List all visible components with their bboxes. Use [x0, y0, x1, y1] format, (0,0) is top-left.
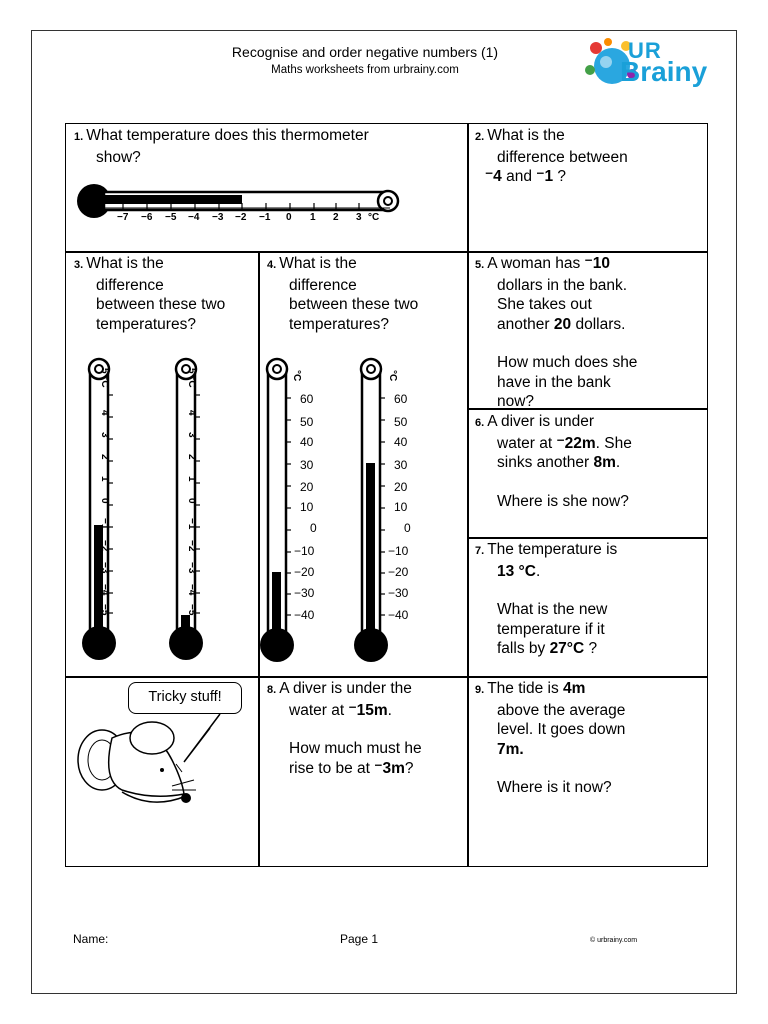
- question-number: 1.: [74, 131, 84, 143]
- scale-unit: °C: [368, 212, 380, 223]
- question-number: 8.: [267, 684, 277, 696]
- scale-tick-label: −5: [165, 212, 177, 223]
- question-3: [74, 254, 258, 334]
- value: ⁻1: [536, 168, 554, 185]
- scale-tick-label: −2: [99, 540, 110, 552]
- question-text: How much does she: [497, 354, 638, 371]
- logo-brainy-text: Brainy: [620, 56, 708, 87]
- worksheet-subtitle: Maths worksheets from urbrainy.com: [271, 64, 459, 76]
- question-text: .: [387, 701, 392, 719]
- question-text: rise to be at: [289, 759, 375, 777]
- scale-tick-label: −3: [99, 562, 110, 574]
- scale-tick-label: 60: [300, 392, 314, 406]
- scale-tick-label: 3: [186, 432, 197, 438]
- question-4: [267, 254, 463, 334]
- question-text: .: [615, 454, 621, 471]
- scale-tick-label: −10: [294, 544, 315, 558]
- q3-thermometers: [80, 355, 250, 667]
- question-1: [74, 126, 464, 167]
- question-text: show?: [96, 148, 141, 166]
- question-text: A diver is under: [487, 413, 595, 430]
- question-number: 3.: [74, 259, 84, 271]
- question-text: another: [497, 315, 554, 333]
- question-text: The tide is: [487, 680, 563, 697]
- scale-tick-label: 4: [99, 410, 110, 416]
- question-text: Where is it now?: [497, 779, 612, 796]
- scale-tick-label: −30: [294, 586, 315, 600]
- scale-tick-label: 10: [394, 500, 408, 514]
- question-number: 2.: [475, 131, 485, 143]
- scale-tick-label: 30: [300, 458, 314, 472]
- scale-tick-label: 0: [286, 212, 292, 223]
- question-text: temperature if it: [497, 620, 605, 638]
- speech-bubble: Tricky stuff!: [128, 682, 242, 714]
- scale-tick-label: 30: [394, 458, 408, 472]
- scale-tick-label: −7: [117, 212, 129, 223]
- page-number: Page 1: [340, 932, 379, 946]
- value: 13 °C: [497, 562, 536, 580]
- question-text: above the average: [497, 701, 626, 719]
- question-7: [475, 540, 705, 659]
- question-number: 5.: [475, 259, 485, 271]
- question-text: She takes out: [497, 296, 592, 313]
- question-text: difference: [96, 276, 164, 294]
- scale-unit: °C: [291, 370, 302, 382]
- question-number: 4.: [267, 259, 277, 271]
- scale-tick-label: −2: [186, 540, 197, 552]
- question-text: now?: [497, 393, 535, 410]
- question-number: 7.: [475, 545, 485, 557]
- logo-ur-text: UR: [628, 38, 662, 63]
- question-text: dollars.: [571, 315, 626, 333]
- scale-tick-label: −10: [388, 544, 409, 558]
- question-number: 6.: [475, 417, 485, 429]
- question-text: between these two: [289, 296, 419, 313]
- question-text: and: [501, 168, 537, 185]
- value: 20: [553, 315, 572, 333]
- scale-tick-label: 1: [186, 476, 197, 482]
- question-text: ?: [553, 168, 567, 185]
- question-text: ?: [584, 640, 598, 657]
- scale-tick-label: −1: [99, 518, 110, 530]
- question-8: [267, 679, 463, 778]
- question-text: sinks another: [497, 454, 594, 471]
- scale-tick-label: 2: [186, 454, 197, 460]
- scale-tick-label: −1: [259, 212, 271, 223]
- question-text: What is the: [86, 255, 164, 272]
- scale-tick-label: −4: [99, 584, 110, 596]
- scale-tick-label: −40: [388, 608, 409, 622]
- urbrainy-logo: [582, 34, 732, 94]
- question-text: level. It goes down: [497, 721, 626, 738]
- scale-unit: 5 °C: [99, 368, 110, 388]
- question-text: difference between: [497, 148, 628, 166]
- scale-tick-label: −3: [212, 212, 224, 223]
- scale-tick-label: −30: [388, 586, 409, 600]
- scale-tick-label: −20: [294, 565, 315, 579]
- scale-tick-label: 0: [404, 521, 411, 535]
- question-text: water at: [497, 434, 557, 452]
- scale-tick-label: 50: [300, 415, 314, 429]
- scale-tick-label: 10: [300, 500, 314, 514]
- scale-unit: °C: [387, 370, 398, 382]
- scale-tick-label: −4: [188, 212, 200, 223]
- scale-tick-label: −2: [235, 212, 247, 223]
- scale-tick-label: 0: [186, 498, 197, 504]
- question-text: . She: [595, 434, 632, 452]
- question-text: A woman has: [487, 255, 585, 272]
- question-text: A diver is under the: [279, 680, 412, 697]
- question-text: between these two: [96, 296, 226, 313]
- scale-tick-label: 40: [394, 435, 408, 449]
- scale-tick-label: 60: [394, 392, 408, 406]
- grid-divider-q7: [467, 537, 708, 539]
- question-text: dollars in the bank.: [497, 276, 628, 294]
- scale-tick-label: 40: [300, 435, 314, 449]
- scale-unit: 5 °C: [186, 368, 197, 388]
- scale-tick-label: 3: [356, 212, 362, 223]
- mouse-cartoon: [72, 700, 252, 810]
- value: ⁻22m: [556, 434, 596, 452]
- value: 7m.: [497, 740, 524, 758]
- scale-tick-label: 2: [99, 454, 110, 460]
- question-text: have in the bank: [497, 373, 611, 391]
- scale-tick-label: 20: [394, 480, 408, 494]
- question-5: [475, 254, 705, 412]
- scale-tick-label: −40: [294, 608, 315, 622]
- scale-tick-label: 2: [333, 212, 339, 223]
- scale-tick-label: −3: [186, 562, 197, 574]
- grid-divider-right: [467, 123, 469, 867]
- scale-tick-label: −20: [388, 565, 409, 579]
- question-text: How much must he: [289, 740, 422, 757]
- question-text: difference: [289, 276, 357, 294]
- value: 4m: [563, 680, 586, 697]
- copyright: © urbrainy.com: [590, 937, 638, 944]
- worksheet-title: Recognise and order negative numbers (1): [231, 44, 499, 60]
- grid-divider-row3: [65, 676, 708, 678]
- value: ⁻15m: [348, 701, 388, 719]
- question-6: [475, 412, 705, 511]
- scale-tick-label: 1: [99, 476, 110, 482]
- name-label: Name:: [73, 932, 109, 946]
- value: ⁻4: [485, 168, 502, 185]
- question-9: [475, 679, 705, 798]
- scale-tick-label: 1: [310, 212, 316, 223]
- question-text: The temperature is: [487, 541, 618, 558]
- scale-tick-label: 0: [310, 521, 317, 535]
- question-text: falls by: [497, 640, 550, 657]
- scale-tick-label: −1: [186, 518, 197, 530]
- scale-tick-label: 4: [186, 410, 197, 416]
- question-text: What is the: [279, 255, 357, 272]
- scale-tick-label: −5: [186, 604, 197, 616]
- question-text: water at: [289, 701, 349, 719]
- scale-tick-label: −4: [186, 584, 197, 596]
- value: ⁻10: [584, 255, 610, 272]
- question-2: [475, 126, 705, 187]
- grid-divider-row1: [65, 251, 708, 253]
- question-text: Where is she now?: [497, 492, 629, 510]
- question-number: 9.: [475, 684, 485, 696]
- question-text: .: [535, 562, 541, 580]
- scale-tick-label: 50: [394, 415, 408, 429]
- question-text: ?: [404, 759, 414, 777]
- scale-tick-label: −6: [141, 212, 153, 223]
- scale-tick-label: 3: [99, 432, 110, 438]
- question-text: temperatures?: [289, 315, 389, 333]
- question-text: What is the: [487, 127, 565, 144]
- value: 8m: [593, 454, 616, 471]
- value: 27°C: [549, 640, 585, 657]
- q4-ticks: [280, 395, 400, 625]
- scale-tick-label: 0: [99, 498, 110, 504]
- scale-tick-label: 20: [300, 480, 314, 494]
- scale-tick-label: −5: [99, 604, 110, 616]
- question-text: What temperature does this thermometer: [86, 127, 369, 144]
- question-text: What is the new: [497, 601, 608, 618]
- question-text: temperatures?: [96, 315, 196, 333]
- value: ⁻3m: [374, 759, 405, 777]
